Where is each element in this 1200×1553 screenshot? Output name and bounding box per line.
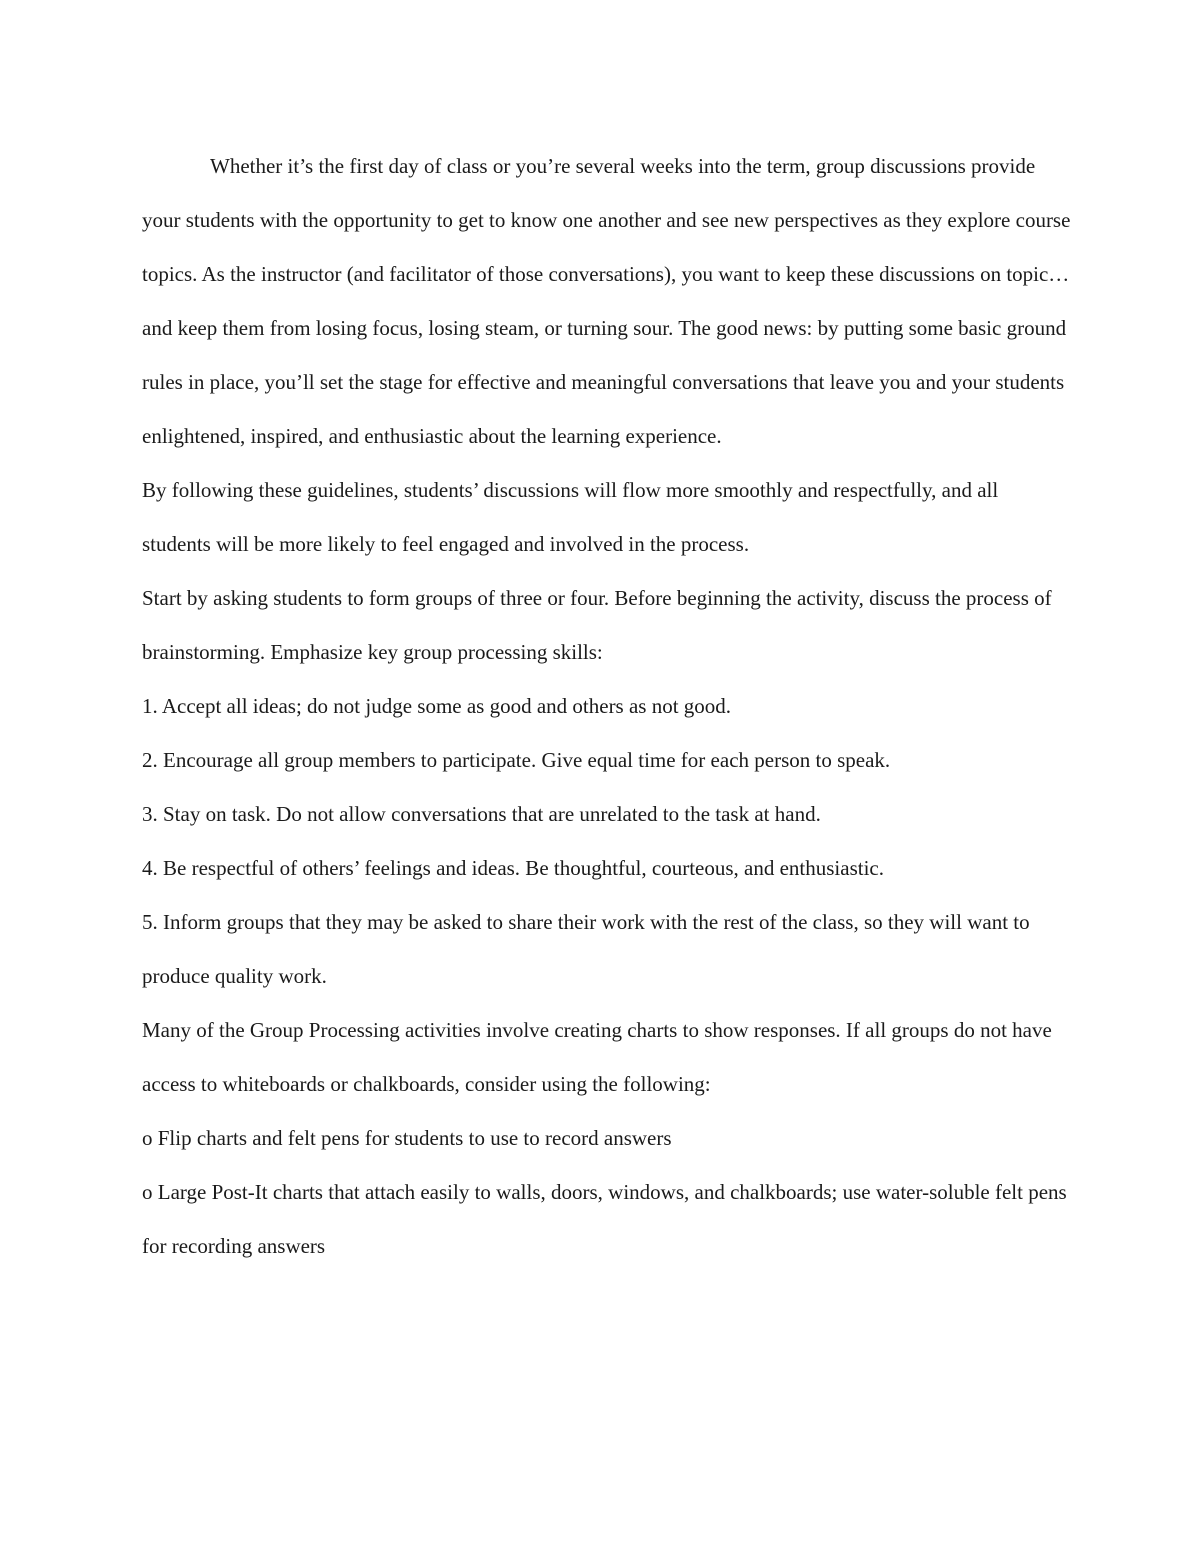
materials-item-2: o Large Post-It charts that attach easily to walls, doors, windows, and chalkboards; use water-soluble felt pens for recording answers bbox=[142, 1180, 1067, 1258]
guidelines-paragraph: By following these guidelines, students’ discussions will flow more smoothly and respectfully, and all students will be more likely to feel engaged and involved in the process. bbox=[142, 478, 999, 556]
intro-paragraph: Whether it’s the first day of class or you’re several weeks into the term, group discussions provide your students with the opportunity to get to know one another and see new perspectives as they explore course topics. As the instructor (and facilitator of those conversations), you want to keep these discussions on topic… and keep them from losing focus, losing steam, or turning sour. The good news: by putting some basic ground rules in place, you’ll set the stage for effective and meaningful conversations that leave you and your students enlightened, inspired, and enthusiastic about the learning experience. bbox=[142, 154, 1071, 448]
materials-item-1: o Flip charts and felt pens for students to use to record answers bbox=[142, 1126, 672, 1150]
skill-item-5: 5. Inform groups that they may be asked to share their work with the rest of the class, so they will want to produce quality work. bbox=[142, 910, 1030, 988]
skill-item-4: 4. Be respectful of others’ feelings and ideas. Be thoughtful, courteous, and enthusiastic. bbox=[142, 856, 884, 880]
skill-item-2: 2. Encourage all group members to participate. Give equal time for each person to speak. bbox=[142, 748, 891, 772]
skill-item-3: 3. Stay on task. Do not allow conversations that are unrelated to the task at hand. bbox=[142, 802, 821, 826]
start-paragraph: Start by asking students to form groups of three or four. Before beginning the activity, discuss the process of brainstorming. Emphasize key group processing skills: bbox=[142, 586, 1052, 664]
skill-item-1: 1. Accept all ideas; do not judge some as good and others as not good. bbox=[142, 694, 732, 718]
document-body bbox=[142, 139, 1072, 1273]
charts-paragraph: Many of the Group Processing activities involve creating charts to show responses. If all groups do not have access to whiteboards or chalkboards, consider using the following: bbox=[142, 1018, 1052, 1096]
